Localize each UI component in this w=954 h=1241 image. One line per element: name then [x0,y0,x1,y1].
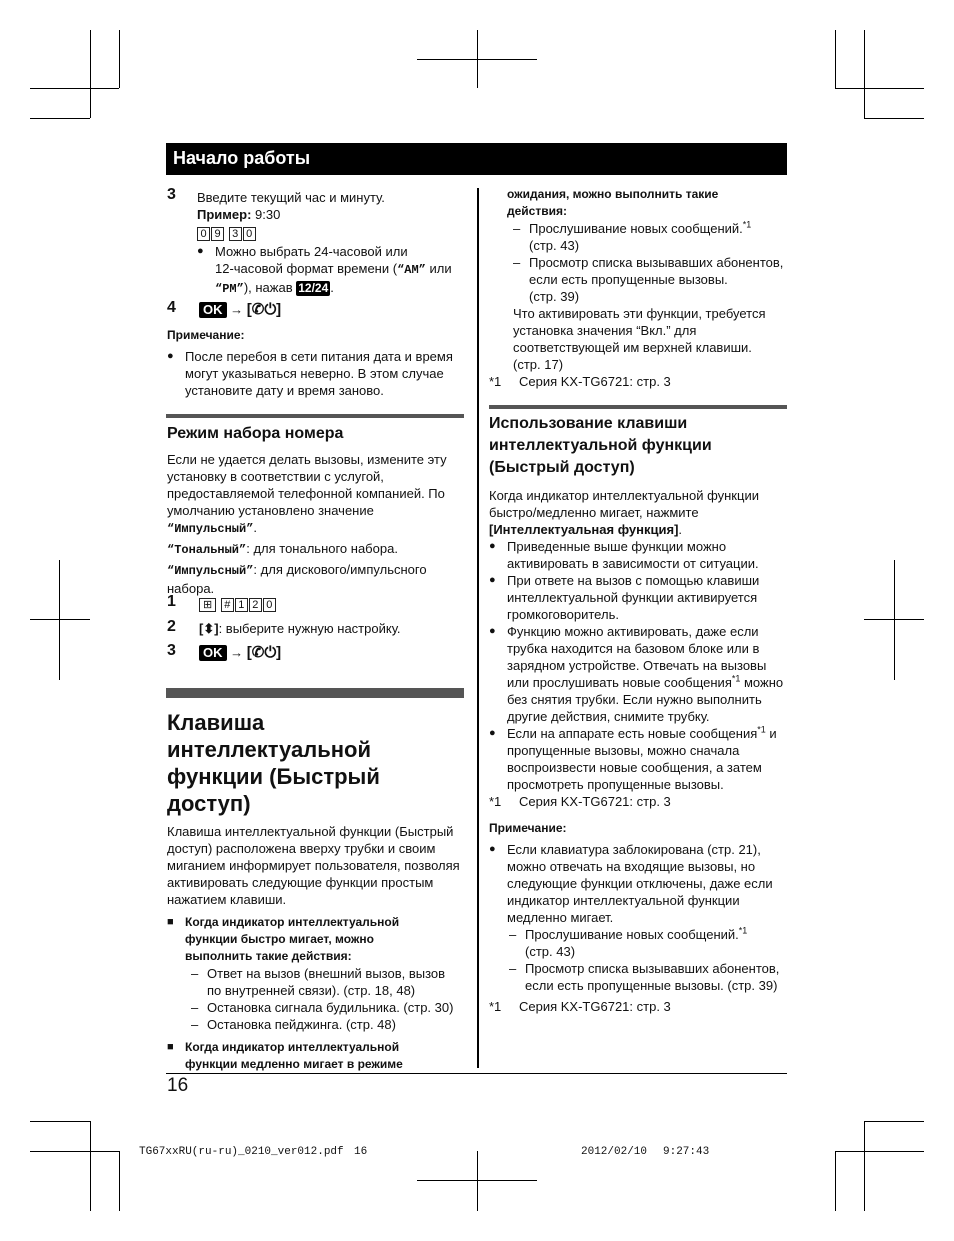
page-number: 16 [167,1075,189,1096]
step3-ok: OK → [✆⏻] [199,644,281,661]
step1-keys: ⊞ # 1 2 0 [199,595,277,612]
step-number: 4 [167,299,176,316]
dial-mode-section: Режим набора номера Если не удается делать вызовы, измените эту установку в соответствии с услугой, предоставляемой телефонной компанией. По умолчанию установлено значение “Импульсный”. “Тональный”: для тонального набора. “Импульсный”: для дискового/импульсного набора. [167,423,467,597]
key-9: 9 [211,227,224,241]
key-0: 0 [243,227,256,241]
list-item: ● Функцию можно активировать, даже если трубка находится на базовом блоке или в зарядном устройстве. Отвечать на вызовы или прослушивать новые сообщения$^{*1}$ можно без снятия трубки. Если нужно выполнить другие действия, снимите трубку. [489,623,789,725]
footnote: *1 Серия KX-TG6721: стр. 3 [489,374,671,389]
footnote: *1 Серия KX-TG6721: стр. 3 [489,794,671,809]
list-item: – Ответ на вызов (внешний вызов, вызов по внутренней связи). (стр. 18, 48) [189,965,467,999]
note-title: Примечание: [167,328,245,342]
smart-key-section: Клавиша интеллектуальной функции (Быстрый доступ) Клавиша интеллектуальной функции (Быстрый доступ) расположена вверху трубки и своим миганием информирует пользователя, позволяя активировать следующие функции простым нажатием клавиши. ■ Когда индикатор интеллектуальной функции быстро мигает, можно выполнить такие действия: – Ответ на вызов (внешний вызов, вызов по внутренней связи). (стр. 18, 48) – Остановка сигнала будильника. (стр. 30) – Остановка пейджинга. (стр. 48) ■ Когда индикатор интеллектуальной функции медленно мигает в режиме [167,709,467,1073]
footer-filename: TG67xxRU(ru-ru)_0210_ver012.pdf [139,1146,344,1158]
note-block [167,327,467,399]
nav-key-icon: [⬍] [199,621,219,636]
example-value: 9:30 [255,207,281,222]
list-item: ● Приведенные выше функции можно активировать в зависимости от ситуации. [489,538,789,572]
arrow-icon: → [230,302,244,317]
list-item: ● Если на аппарате есть новые сообщения$^{*1}$ и пропущенные вызовы, можно сначала воспроизвести новые сообщения, а затем просмотреть пропущенные вызовы. [489,725,789,793]
right-column: ожидания, можно выполнить такие действия: – Прослушивание новых сообщений.$^{*1}$ (стр. 43) – Просмотр списка вызывавших абонентов, если есть пропущенные вызовы. (стр. 39) Что активировать эти функции, требуется установка значения “Вкл.” для соответствующей им верхней клавиши. (стр. 17) *1 Серия KX-TG6721: стр. 3 [489,186,789,390]
use-smart-key-section: Использование клавиши интеллектуальной функции (Быстрый доступ) Когда индикатор интеллектуальной функции быстро/медленно мигает, нажмите [Интеллектуальная функция]. ● Приведенные выше функции можно активировать в зависимости от ситуации. ● При ответе на вызов с помощью клавиши интеллектуальной функции активируется громкоговоритель. ● Функцию можно активировать, даже если трубка находится на базовом блоке или в зарядном устройстве. Отвечать на вызовы или прослушивать новые сообщения$^{*1}$ можно без снятия трубки. Если нужно выполнить другие действия, снимите трубку. ● Если на аппарате есть новые сообщения$^{*1}$ и пропущенные вызовы, можно сначала воспроизвести новые сообщения, а затем просмотреть пропущенные вызовы. *1 Серия KX-TG6721: стр. 3 Примечание: ● Если клавиатура заблокирована (стр. 21), можно отвечать на входящие вызовы, но следующие функции отключены, даже если индикатор интеллектуальной функции медленно мигает. – Прослушивание новых сообщений.$^{*1}$ (стр. 43) – Просмотр списка вызывавших абонентов, если есть пропущенные вызовы. (стр. 39) *1 Серия KX-TG6721: стр. 3 [489,413,789,1015]
section-title: Начало работы [173,148,311,168]
menu-key-icon: ⊞ [199,598,216,612]
off-key-icon: [✆⏻] [246,644,282,661]
step3-block [197,189,467,298]
paragraph: Что активировать эти функции, требуется установка значения “Вкл.” для соответствующей им верхней клавиши. (стр. 17) [513,306,766,372]
section-rule [166,688,464,698]
bottom-rule [166,1073,787,1074]
subsection-title: Использование клавиши [489,415,688,432]
ok-key: OK [199,302,227,318]
footnote: *1 Серия KX-TG6721: стр. 3 [489,999,671,1014]
section-rule [489,405,787,409]
step-number: 2 [167,618,176,635]
key-12-24: 12/24 [298,281,329,295]
list-item: – Остановка сигнала будильника. (стр. 30) [189,999,467,1016]
note-title: Примечание: [489,821,567,835]
step4-block [199,301,281,318]
step2-text: [⬍]: выберите нужную настройку. [199,621,401,636]
list-item: – Прослушивание новых сообщений.$^{*1}$ (стр. 43) [511,220,789,254]
list-item: – Просмотр списка вызывавших абонентов, если есть пропущенные вызовы. (стр. 39) [511,254,789,305]
list-item: – Остановка пейджинга. (стр. 48) [189,1016,467,1033]
section-heading: функции (Быстрый доступ) [167,764,380,816]
subsection-title: Режим набора номера [167,425,344,442]
list-item: – Просмотр списка вызывавших абонентов, если есть пропущенные вызовы. (стр. 39) [507,960,789,994]
list-item: ■ Когда индикатор интеллектуальной функции быстро мигает, можно выполнить такие действия: [167,914,467,965]
off-key-icon: [✆⏻] [246,301,282,318]
key-3: 3 [229,227,242,241]
step-text: Введите текущий час и минуту. [197,190,385,205]
section-rule [166,414,464,418]
list-item: ● Можно выбрать 24-часовой или 12-часовой формат времени (“AM” или “PM”), нажав 12/24 . [197,243,467,298]
ok-key: OK [199,645,227,661]
list-item: ● Если клавиатура заблокирована (стр. 21), можно отвечать на входящие вызовы, но следующие функции отключены, даже если индикатор интеллектуальной функции медленно мигает. [489,841,789,926]
column-divider [477,188,479,1068]
key-0: 0 [197,227,210,241]
list-item: – Прослушивание новых сообщений.$^{*1}$ (стр. 43) [507,926,789,960]
example-label: Пример: [197,207,252,222]
footer-date: 2012/02/10 [581,1146,648,1158]
list-item: ● После перебоя в сети питания дата и время могут указываться неверно. В этом случае установите дату и время заново. [167,348,467,399]
subsection-title: интеллектуальной функции [489,437,712,454]
footer-time: 9:27:43 [663,1146,710,1158]
footer-page: 16 [354,1146,368,1158]
step-number: 3 [167,186,176,203]
list-item: ● При ответе на вызов с помощью клавиши интеллектуальной функции активируется громкоговоритель. [489,572,789,623]
smart-key-label: [Интеллектуальная функция] [489,522,679,537]
step-number: 1 [167,593,176,610]
list-item: ■ Когда индикатор интеллектуальной функции медленно мигает в режиме [167,1039,467,1073]
step-number: 3 [167,642,176,659]
subsection-title: (Быстрый доступ) [489,459,635,476]
section-heading: Клавиша интеллектуальной [167,710,371,762]
